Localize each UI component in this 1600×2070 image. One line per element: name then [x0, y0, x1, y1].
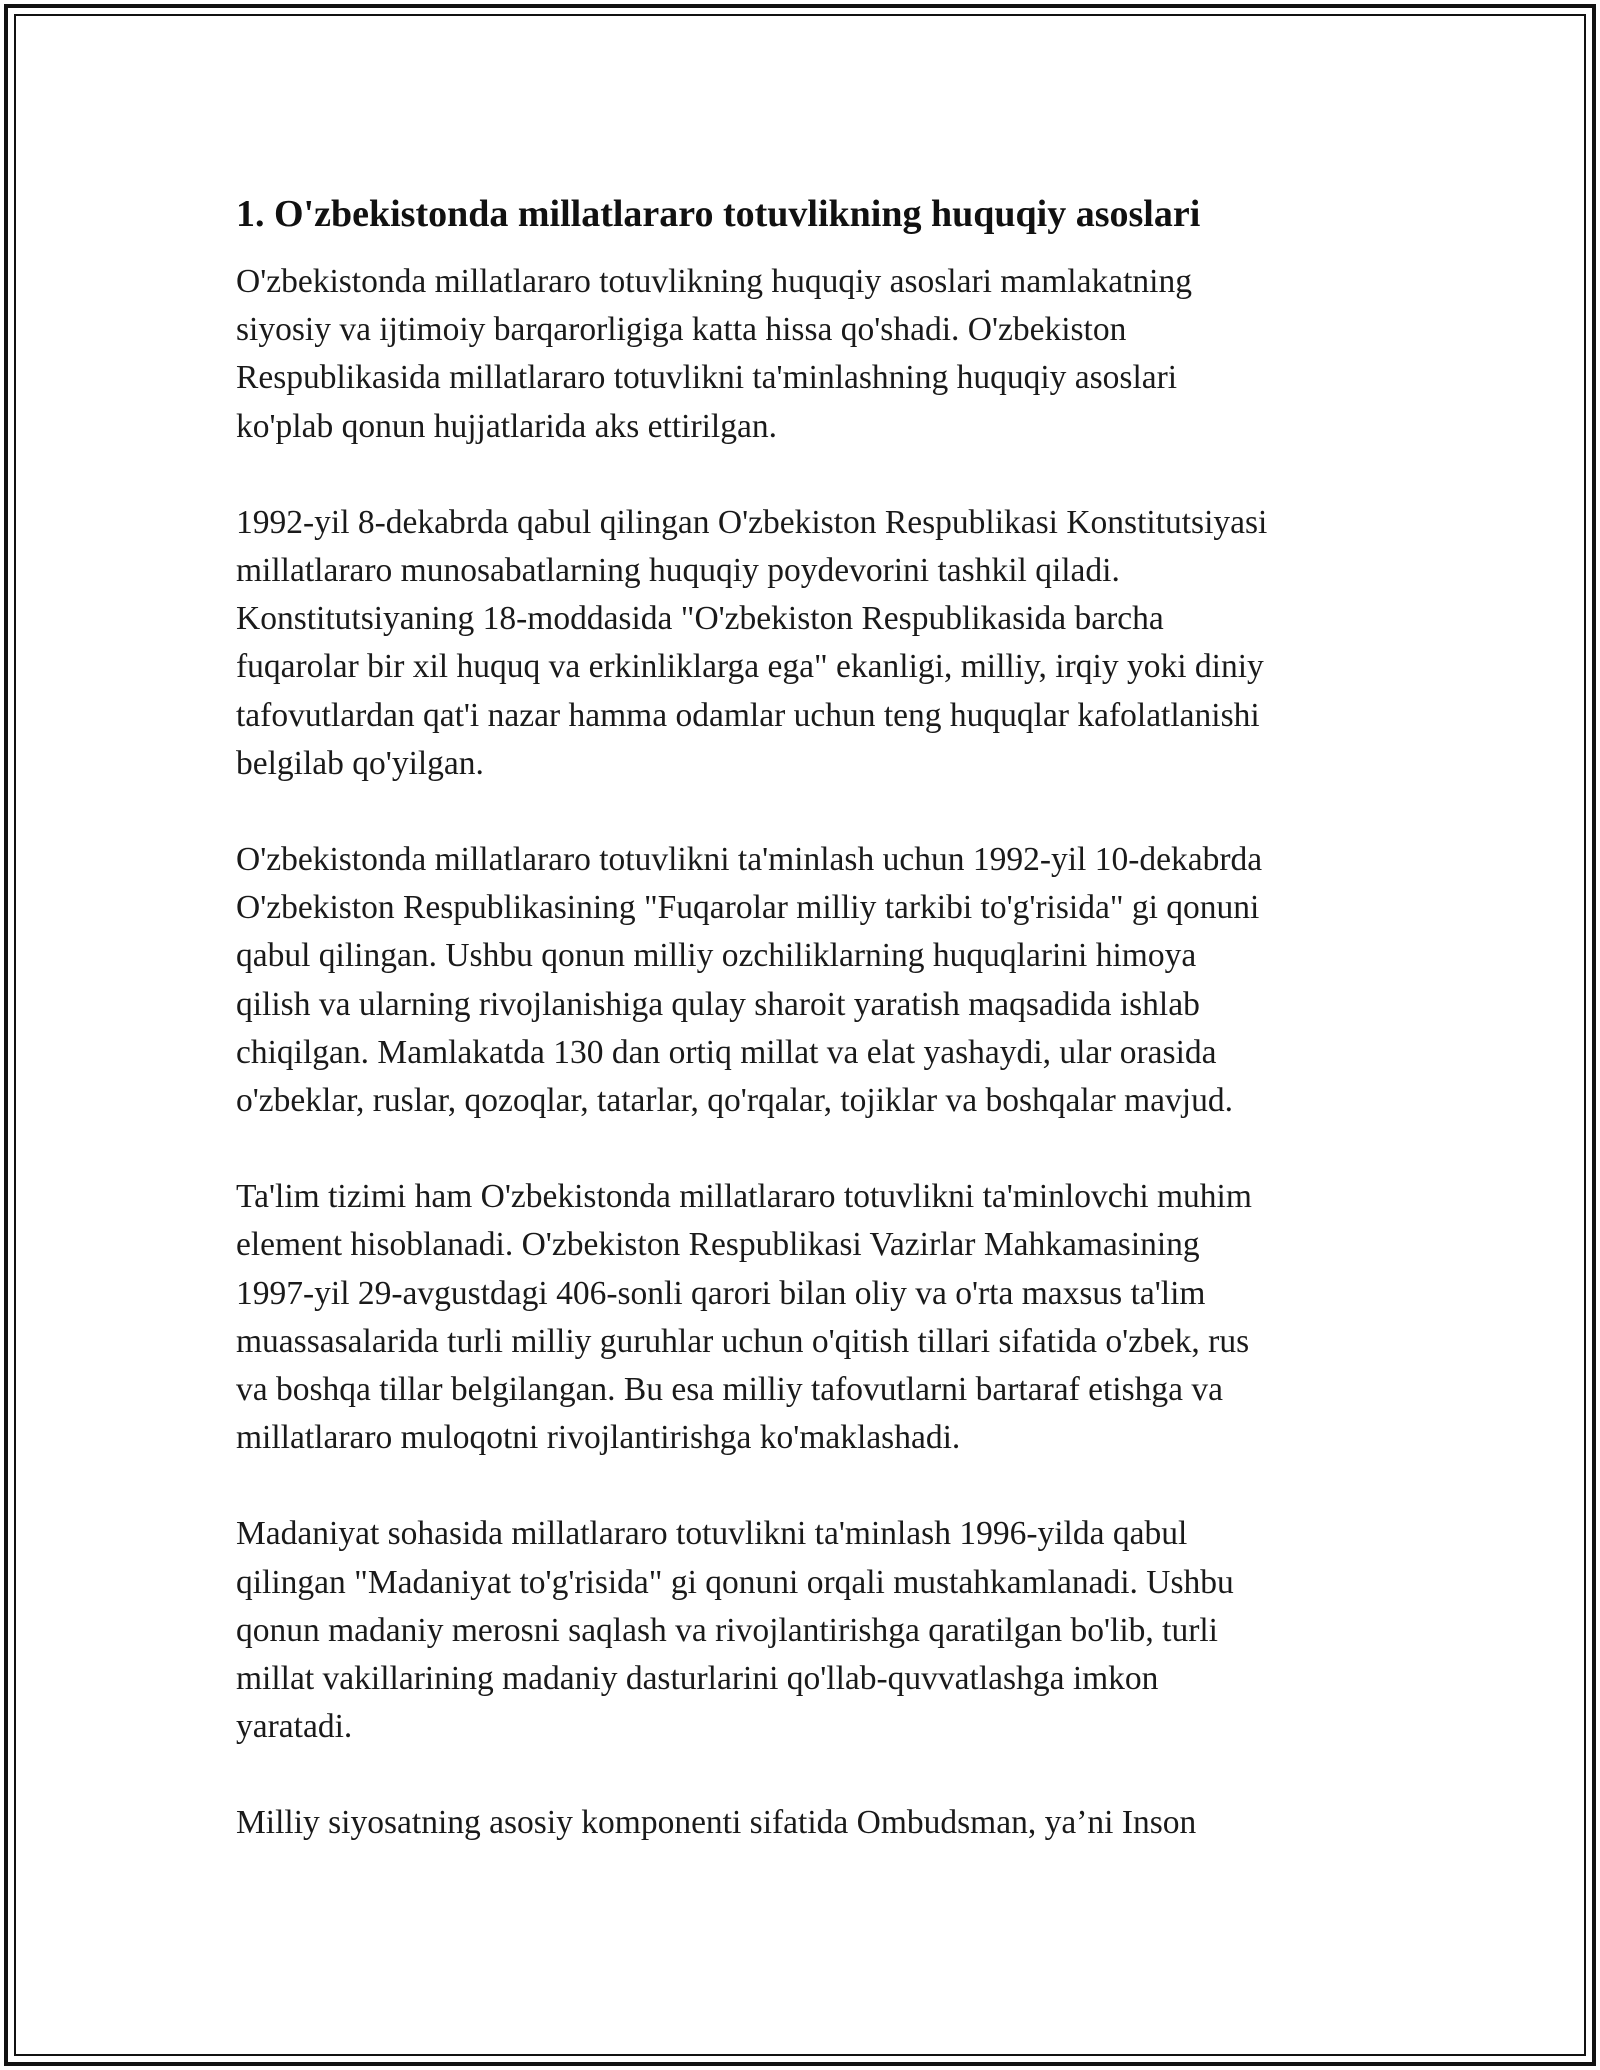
text-line: o'zbeklar, ruslar, qozoqlar, tatarlar, qo'rqalar, tojiklar va boshqalar mavjud. [236, 1082, 1233, 1120]
text-line: O'zbekistonda millatlararo totuvlikni ta'minlash uchun 1992-yil 10-dekabrda [236, 841, 1263, 879]
paragraph-citizenship-law [236, 836, 1406, 1125]
text-line: millat vakillarining madaniy dasturlarini qo'llab-quvvatlashga imkon [236, 1660, 1159, 1698]
text-line: qabul qilingan. Ushbu qonun milliy ozchiliklarning huquqlarini himoya [236, 937, 1197, 975]
text-line: va boshqa tillar belgilangan. Bu esa milliy tafovutlarni bartaraf etishga va [236, 1371, 1224, 1409]
text-line: 1992-yil 8-dekabrda qabul qilingan O'zbekiston Respublikasi Konstitutsiyasi [236, 503, 1268, 541]
text-line: tafovutlardan qat'i nazar hamma odamlar uchun teng huquqlar kafolatlanishi [236, 696, 1260, 734]
text-line: millatlararo muloqotni rivojlantirishga ko'maklashadi. [236, 1419, 961, 1457]
text-line: Respublikasida millatlararo totuvlikni ta'minlashning huquqiy asoslari [236, 359, 1178, 397]
text-line: O'zbekistonda millatlararo totuvlikning huquqiy asoslari mamlakatning [236, 263, 1192, 300]
text-line: chiqilgan. Mamlakatda 130 dan ortiq millat va elat yashaydi, ular orasida [236, 1033, 1217, 1071]
text-line: Milliy siyosatning asosiy komponenti sifatida Ombudsman, ya’ni Inson [236, 1804, 1197, 1842]
section-title: 1. O'zbekistonda millatlararo totuvlikning huquqiy asoslari [236, 193, 1201, 235]
paragraph-education [236, 1173, 1406, 1462]
text-line: ko'plab qonun hujjatlarida aks ettirilgan. [236, 407, 777, 445]
paragraph-culture [236, 1510, 1406, 1751]
document-body [236, 188, 1406, 1848]
paragraph-intro [236, 258, 1406, 451]
text-line: O'zbekiston Respublikasining "Fuqarolar milliy tarkibi to'g'risida" gi qonuni [236, 889, 1260, 927]
text-line: fuqarolar bir xil huquq va erkinliklarga ega" ekanligi, milliy, irqiy yoki diniy [236, 648, 1264, 686]
text-line: qilingan "Madaniyat to'g'risida" gi qonuni orqali mustahkamlanadi. Ushbu [236, 1563, 1234, 1601]
text-line: qonun madaniy merosni saqlash va rivojlantirishga qaratilgan bo'lib, turli [236, 1611, 1218, 1649]
text-line: Madaniyat sohasida millatlararo totuvlikni ta'minlash 1996-yilda qabul [236, 1515, 1188, 1553]
text-line: Konstitutsiyaning 18-moddasida "O'zbekiston Respublikasida barcha [236, 600, 1164, 638]
paragraph-ombudsman [236, 1799, 1406, 1847]
text-line: siyosiy va ijtimoiy barqarorligiga katta hissa qo'shadi. O'zbekiston [236, 311, 1127, 349]
paragraph-constitution [236, 499, 1406, 788]
text-line: yaratadi. [236, 1708, 353, 1746]
text-line: 1997-yil 29-avgustdagi 406-sonli qarori bilan oliy va o'rta maxsus ta'lim [236, 1274, 1206, 1312]
text-line: millatlararo munosabatlarning huquqiy poydevorini tashkil qiladi. [236, 552, 1120, 590]
text-line: belgilab qo'yilgan. [236, 744, 484, 782]
text-line: element hisoblanadi. O'zbekiston Respublikasi Vazirlar Mahkamasining [236, 1226, 1200, 1264]
text-line: Ta'lim tizimi ham O'zbekistonda millatlararo totuvlikni ta'minlovchi muhim [236, 1178, 1252, 1216]
text-line: muassasalarida turli milliy guruhlar uchun o'qitish tillari sifatida o'zbek, rus [236, 1322, 1250, 1360]
text-line: qilish va ularning rivojlanishiga qulay sharoit yaratish maqsadida ishlab [236, 985, 1200, 1023]
